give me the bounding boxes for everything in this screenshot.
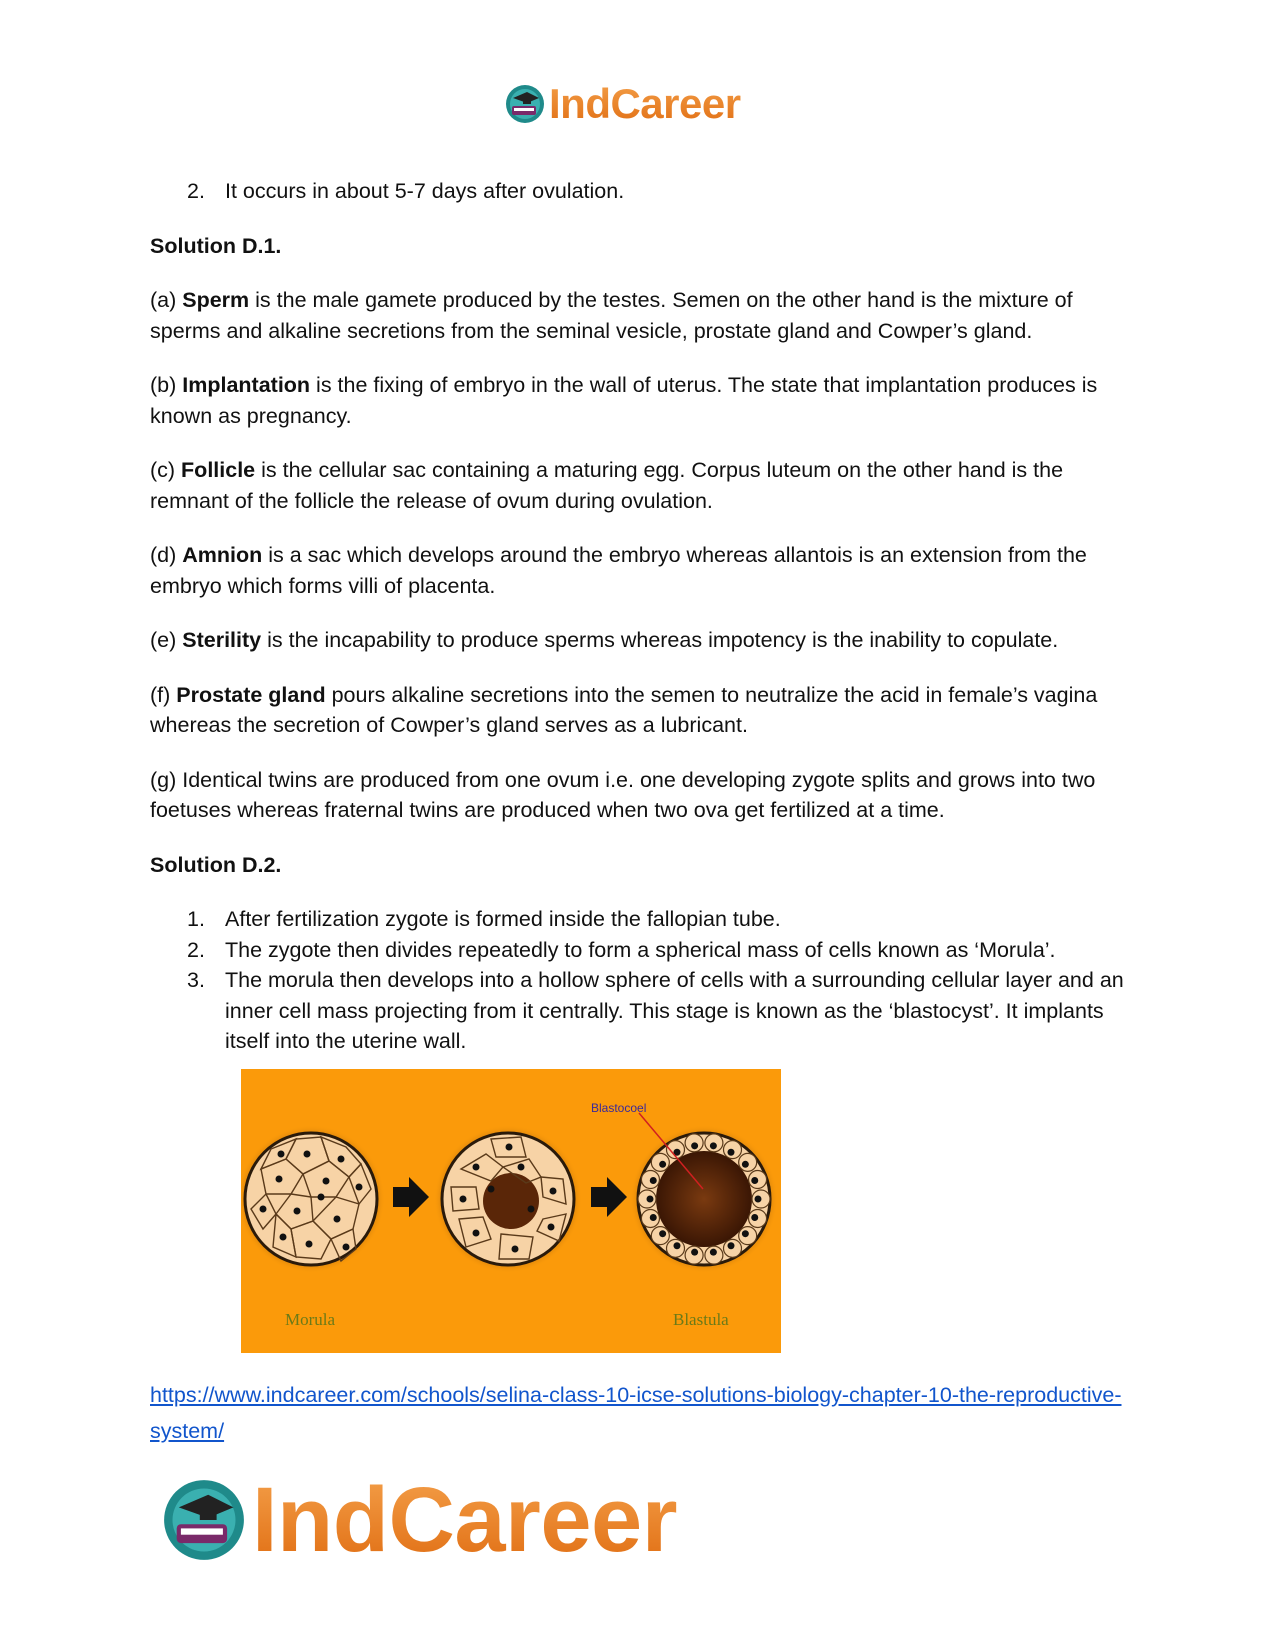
header-logo (505, 80, 741, 128)
list-item (150, 965, 1130, 1057)
list-number: 2. (187, 179, 205, 203)
source-link[interactable]: https://www.indcareer.com/schools/selina-class-10-icse-solutions-biology-chapter-10-the-reproductive-system/ (150, 1382, 1122, 1443)
arrow-right-icon (393, 1177, 429, 1217)
document-body (150, 176, 1130, 1449)
early-blastula-icon (434, 1125, 582, 1273)
logo-wordmark: IndCareer (549, 80, 741, 127)
morula-label: Morula (285, 1309, 336, 1329)
graduation-book-icon (162, 1478, 246, 1562)
answer-c: (c) Follicle is the cellular sac containing a maturing egg. Corpus luteum on the other hand is the remnant of the follicle the release of ovum during ovulation. (150, 458, 1064, 513)
solution-d1-heading: Solution D.1. (150, 233, 282, 258)
list-text: It occurs in about 5-7 days after ovulation. (225, 179, 625, 203)
blastula-nucleus (659, 1160, 666, 1167)
blastula-nucleus (728, 1148, 735, 1155)
blastula-label: Blastula (673, 1309, 729, 1329)
list-text: The morula then develops into a hollow sphere of cells with a surrounding cellular layer and an inner cell mass projecting from it centrally. This stage is known as the ‘blastocyst’. It implants itself into the uterine wall. (225, 968, 1124, 1053)
graduation-book-icon (505, 84, 545, 124)
answer-g: (g) Identical twins are produced from one ovum i.e. one developing zygote splits and grows into two foetuses whereas fraternal twins are produced when two ova get fertilized at a time. (150, 767, 1096, 822)
blastula-nucleus (650, 1213, 657, 1220)
blastula-nucleus (751, 1177, 758, 1184)
steps-list (150, 904, 1130, 1057)
blastula-nucleus (650, 1177, 657, 1184)
blastocoel-label: Blastocoel (591, 1100, 647, 1115)
list-text: After fertilization zygote is formed inside the fallopian tube. (225, 907, 781, 931)
list-number: 1. (187, 907, 205, 931)
list-item (150, 176, 1130, 207)
morula-icon (241, 1125, 385, 1273)
blastula-nucleus (691, 1248, 698, 1255)
arrow-right-icon (591, 1177, 627, 1217)
list-text: The zygote then divides repeatedly to form a spherical mass of cells known as ‘Morula’. (225, 937, 1056, 962)
answer-b: (b) Implantation is the fixing of embryo in the wall of uterus. The state that implantation produces is known as pregnancy. (150, 373, 1098, 428)
answer-d: (d) Amnion is a sac which develops around the embryo whereas allantois is an extension from the embryo which forms villi of placenta. (150, 543, 1087, 598)
list-item (150, 935, 1130, 966)
answer-a: (a) Sperm is the male gamete produced by the testes. Semen on the other hand is the mixture of sperms and alkaline secretions from the seminal vesicle, prostate gland and Cowper’s gland. (150, 288, 1073, 343)
blastula-nucleus (710, 1248, 717, 1255)
blastula-nucleus (728, 1242, 735, 1249)
blastula-nucleus (659, 1230, 666, 1237)
blastula-nucleus (742, 1160, 749, 1167)
blastula-nucleus (751, 1213, 758, 1220)
blastula-nucleus (691, 1142, 698, 1149)
blastula-nucleus (742, 1230, 749, 1237)
blastula-nucleus (755, 1195, 762, 1202)
list-number: 3. (187, 968, 205, 992)
embryo-development-figure (241, 1069, 781, 1353)
blastula-nucleus (674, 1242, 681, 1249)
intro-list (150, 176, 1130, 207)
blastula-nucleus (710, 1142, 717, 1149)
solution-d2-heading: Solution D.2. (150, 852, 282, 877)
logo-wordmark: IndCareer (252, 1469, 677, 1571)
blastula-nucleus (647, 1195, 654, 1202)
list-item (150, 904, 1130, 935)
list-number: 2. (187, 937, 205, 962)
answer-e: (e) Sterility is the incapability to produce sperms whereas impotency is the inability to copulate. (150, 628, 1059, 652)
footer-logo (162, 1470, 677, 1570)
blastula-icon (630, 1125, 778, 1273)
answer-f: (f) Prostate gland pours alkaline secretions into the semen to neutralize the acid in female’s vagina whereas the secretion of Cowper’s gland serves as a lubricant. (150, 682, 1098, 737)
